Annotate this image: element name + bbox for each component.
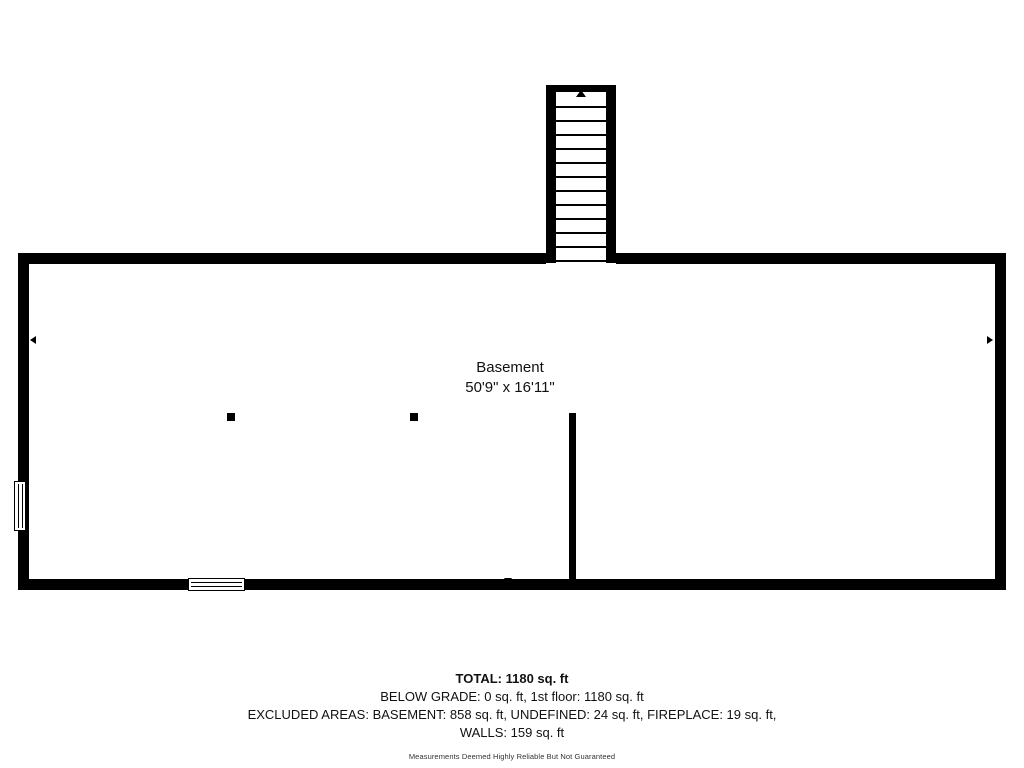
total-area-line: TOTAL: 1180 sq. ft <box>455 671 569 686</box>
interior-partition-wall <box>569 413 576 583</box>
excluded-areas-line: EXCLUDED AREAS: BASEMENT: 858 sq. ft, UNDEFINED: 24 sq. ft, FIREPLACE: 19 sq. ft, <box>247 707 777 722</box>
stair-direction-arrow-icon <box>576 90 586 97</box>
column-marker-2 <box>410 413 418 421</box>
measurement-disclaimer: Measurements Deemed Highly Reliable But Not Guaranteed <box>408 752 616 761</box>
room-label-basement <box>380 358 640 398</box>
dimension-tick-right <box>987 336 993 344</box>
window-bottom-wall <box>188 578 245 591</box>
wall-left <box>18 253 29 590</box>
walls-area-line: WALLS: 159 sq. ft <box>459 725 565 740</box>
wall-top-right <box>616 253 1006 264</box>
dimension-tick-bottom <box>504 578 512 584</box>
room-name: Basement <box>476 359 544 376</box>
dimension-tick-top <box>504 258 512 264</box>
wall-right <box>995 253 1006 590</box>
dimension-tick-left <box>30 336 36 344</box>
below-grade-line: BELOW GRADE: 0 sq. ft, 1st floor: 1180 sq. ft <box>380 689 644 704</box>
stair-treads <box>556 92 606 263</box>
column-marker-1 <box>227 413 235 421</box>
wall-top-left <box>18 253 546 264</box>
wall-bottom <box>18 579 1006 590</box>
window-left-wall <box>14 481 26 531</box>
area-summary <box>0 670 1024 761</box>
room-dimensions: 50'9" x 16'11" <box>465 379 555 396</box>
